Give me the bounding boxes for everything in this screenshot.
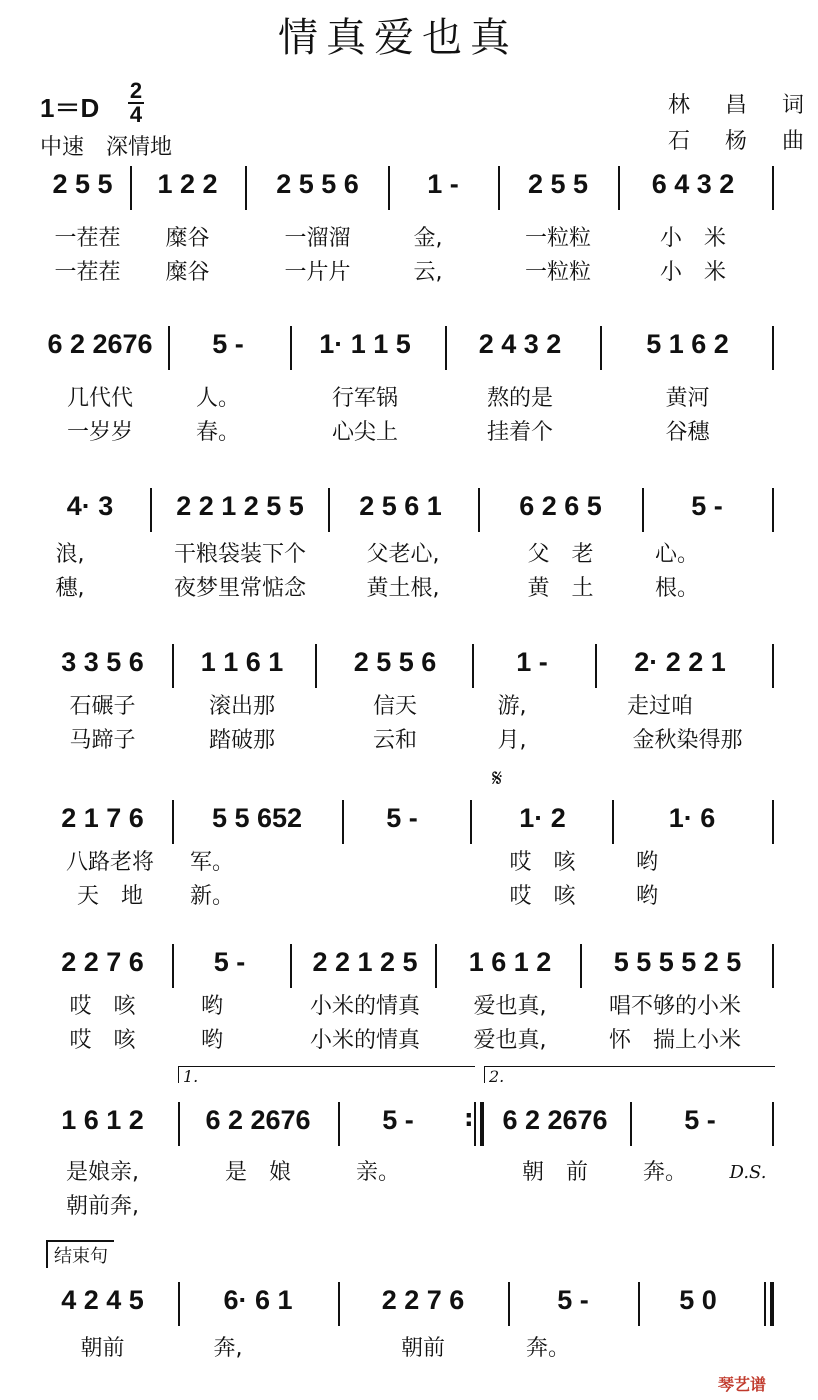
lyric-syllables: 心。 (654, 542, 699, 567)
music-system-4 (0, 640, 796, 690)
bar-notes: 5 0 (679, 1285, 717, 1315)
lyric-syllables: 金秋染得那 (632, 728, 743, 753)
lyric-syllables: 哟 (200, 994, 223, 1019)
lyric-syllables: 是娘亲, (66, 1160, 139, 1185)
barline (172, 644, 174, 688)
lyrics-verse-2 (0, 572, 796, 606)
music-system-2 (0, 322, 796, 372)
dal-segno-marker: D.S. (729, 1162, 767, 1183)
bar-notes: 2 5 5 6 (353, 647, 437, 677)
lyric-syllables: 小米的情真 (309, 1028, 420, 1053)
lyric-syllables: 黄土根, (366, 576, 440, 601)
bar-notes: 2 2 1 2 5 5 (176, 491, 304, 521)
barline (498, 166, 500, 210)
song-title: 情真爱也真 (278, 15, 518, 61)
barline (772, 326, 774, 370)
bar-notes: 3 3 5 6 (61, 647, 144, 677)
barline (638, 1282, 640, 1326)
lyric-syllables: 几代代 (66, 386, 133, 411)
lyrics-verse-1 (0, 990, 796, 1024)
lyric-syllables: 一茬茬 (54, 260, 121, 285)
barline (328, 488, 330, 532)
coda-label: 结束句 (46, 1240, 114, 1268)
lyric-syllables: 走过咱 (626, 694, 693, 719)
bar-notes: 1· 6 (668, 803, 716, 833)
lyric-syllables: 挂着个 (486, 420, 553, 445)
barline (612, 800, 614, 844)
barline (290, 944, 292, 988)
lyric-syllables: 人。 (195, 386, 240, 411)
lyric-syllables: 黄河 (665, 386, 710, 411)
lyric-syllables: 亲。 (355, 1160, 400, 1185)
bar-notes: 1 - (427, 169, 459, 199)
barline (342, 800, 344, 844)
barline (172, 800, 174, 844)
barline (595, 644, 597, 688)
lyric-syllables: 哟 (200, 1028, 223, 1053)
lyric-syllables: 怀 揣上小米 (608, 1028, 741, 1053)
lyric-syllables: 踏破那 (208, 728, 275, 753)
bar-notes: 1 - (516, 647, 548, 677)
barline (618, 166, 620, 210)
barline (290, 326, 292, 370)
bar-notes: 6 2 2676 (205, 1105, 311, 1135)
barline (630, 1102, 632, 1146)
lyric-syllables: 哎 咳 (509, 850, 576, 875)
lyric-syllables: 心尖上 (331, 420, 398, 445)
bar-notes: 2· 2 2 1 (634, 647, 726, 677)
bar-notes: 5 - (382, 1105, 414, 1135)
lyric-syllables: 是 娘 (224, 1160, 291, 1185)
bar-notes: 5 - (691, 491, 723, 521)
barline (315, 644, 317, 688)
lyricist-credit: 林 昌 词 (668, 93, 818, 118)
lyric-syllables: 八路老将 (65, 850, 154, 875)
bar-notes: 6· 6 1 (223, 1285, 293, 1315)
lyric-syllables: 一溜溜 (284, 226, 351, 251)
bar-notes: 6 2 6 5 (519, 491, 602, 521)
barline (772, 488, 774, 532)
bar-notes: 2 4 3 2 (478, 329, 562, 359)
lyric-syllables: 新。 (189, 884, 234, 909)
barline (150, 488, 152, 532)
lyric-syllables: 游, (497, 694, 527, 719)
barline (772, 800, 774, 844)
music-system-5 (0, 796, 796, 846)
barline (580, 944, 582, 988)
lyric-syllables: 云和 (372, 728, 417, 753)
time-signature (128, 80, 144, 126)
bar-notes: 1 6 1 2 (61, 1105, 144, 1135)
lyric-syllables: 谷穗 (665, 420, 710, 445)
barline (178, 1282, 180, 1326)
bar-notes: 2 2 7 6 (61, 947, 144, 977)
lyric-syllables: 朝 前 (521, 1160, 588, 1185)
barline (772, 944, 774, 988)
barline (478, 488, 480, 532)
bar-notes: 5 - (386, 803, 418, 833)
lyric-syllables: 熬的是 (486, 386, 553, 411)
lyric-syllables: 朝前奔, (66, 1194, 139, 1219)
lyric-syllables: 奔。 (525, 1336, 570, 1361)
barline (435, 944, 437, 988)
bar-notes: 5 - (212, 329, 244, 359)
barline (642, 488, 644, 532)
bar-notes: 2 5 5 (527, 169, 589, 199)
lyric-syllables: 夜梦里常惦念 (173, 576, 306, 601)
barline (172, 944, 174, 988)
lyric-syllables: 哟 (635, 850, 658, 875)
bar-notes: 1· 1 1 5 (319, 329, 411, 359)
lyrics-verse-1 (0, 222, 796, 256)
barline (338, 1102, 340, 1146)
barline (472, 644, 474, 688)
lyric-syllables: 金, (413, 226, 443, 251)
lyric-syllables: 糜谷 (165, 226, 210, 251)
lyric-syllables: 信天 (372, 694, 417, 719)
lyrics-verse-2 (0, 724, 796, 758)
lyric-syllables: 行军锅 (331, 386, 398, 411)
bar-notes: 2 5 6 1 (359, 491, 442, 521)
lyric-syllables: 哎 咳 (69, 994, 136, 1019)
volta-1-label: 1. (183, 1067, 199, 1086)
segno-sign: 𝄋 (492, 764, 503, 792)
lyric-syllables: 一粒粒 (524, 226, 591, 251)
lyrics-verse-1 (0, 690, 796, 724)
barline (772, 166, 774, 210)
music-system-6 (0, 940, 796, 990)
bar-notes: 6 4 3 2 (651, 169, 735, 199)
second-ending-bracket (484, 1066, 775, 1086)
barline (388, 166, 390, 210)
music-system-8 (0, 1278, 796, 1328)
lyrics-verse-1 (0, 382, 796, 416)
bar-notes: 5 - (213, 947, 246, 977)
site-watermark: 琴艺谱 (718, 1375, 767, 1394)
final-barline (764, 1282, 766, 1326)
bar-notes: 2 1 7 6 (61, 803, 144, 833)
repeat-barline (480, 1102, 484, 1146)
bar-notes: 4 2 4 5 (61, 1285, 144, 1315)
bar-notes: 1 1 6 1 (200, 647, 284, 677)
lyrics-verse-1 (0, 538, 796, 572)
lyric-syllables: 黄 土 (527, 576, 594, 601)
bar-notes: 6 2 2676 (47, 329, 153, 359)
barline (470, 800, 472, 844)
lyric-syllables: 一片片 (284, 260, 351, 285)
music-system-3 (0, 484, 796, 534)
first-ending-bracket (178, 1066, 475, 1086)
lyric-syllables: 小 米 (659, 260, 726, 285)
barline (772, 1102, 774, 1146)
bar-notes: 1· 2 (519, 803, 566, 833)
lyric-syllables: 小 米 (659, 226, 726, 251)
bar-notes: 5 - (557, 1285, 589, 1315)
time-sig-top: 2 (129, 78, 143, 103)
lyric-syllables: 根。 (654, 576, 699, 601)
bar-notes: 5 - (684, 1105, 716, 1135)
lyrics-verse-2 (0, 880, 796, 914)
lyrics-verse-2 (0, 416, 796, 450)
lyric-syllables: 唱不够的小米 (608, 994, 741, 1019)
barline (245, 166, 247, 210)
lyric-syllables: 糜谷 (165, 260, 210, 285)
barline (772, 644, 774, 688)
lyric-syllables: 月, (497, 728, 527, 753)
lyrics-verse-1 (0, 846, 796, 880)
barline (178, 1102, 180, 1146)
composer-credit: 石 杨 曲 (668, 129, 818, 154)
bar-notes: 2 5 5 (52, 169, 113, 199)
barline (600, 326, 602, 370)
lyric-syllables: 天 地 (76, 884, 143, 909)
lyrics-verse-1 (0, 1332, 796, 1366)
lyric-syllables: 一岁岁 (66, 420, 133, 445)
bar-notes: 2 5 5 6 (276, 169, 359, 199)
bar-notes: 5 5 652 (211, 803, 303, 833)
lyric-syllables: 云, (413, 260, 443, 285)
lyric-syllables: 朝前 (80, 1336, 125, 1361)
barline (474, 1102, 476, 1146)
bar-notes: 6 2 2676 (502, 1105, 608, 1135)
bar-notes: 1 6 1 2 (468, 947, 552, 977)
tempo-marking: 中速 深情地 (40, 135, 173, 160)
lyric-syllables: 干粮袋装下个 (173, 542, 306, 567)
barline (508, 1282, 510, 1326)
lyric-syllables: 哎 咳 (69, 1028, 136, 1053)
barline (168, 326, 170, 370)
barline (130, 166, 132, 210)
lyric-syllables: 父老心, (366, 542, 440, 567)
lyric-syllables: 春。 (195, 420, 240, 445)
lyric-syllables: 爱也真, (473, 994, 547, 1019)
bar-notes: 5 1 6 2 (646, 329, 729, 359)
lyric-syllables: 马蹄子 (69, 728, 136, 753)
bar-notes: 4· 3 (66, 491, 114, 521)
final-barline-thick (770, 1282, 774, 1326)
barline (338, 1282, 340, 1326)
lyrics-verse-2 (0, 1024, 796, 1058)
key-signature: 1＝D (40, 93, 100, 123)
music-system-7 (0, 1098, 796, 1148)
lyric-syllables: 穗, (55, 576, 85, 601)
lyric-syllables: 父 老 (527, 542, 594, 567)
lyric-syllables: 爱也真, (473, 1028, 547, 1053)
bar-notes: 2 2 7 6 (381, 1285, 465, 1315)
lyric-syllables: 奔。 (642, 1160, 687, 1185)
lyric-syllables: 滚出那 (208, 694, 275, 719)
lyric-syllables: 一茬茬 (54, 226, 121, 251)
lyric-syllables: 哎 咳 (509, 884, 576, 909)
lyric-syllables: 石碾子 (69, 694, 136, 719)
bar-notes: 5 5 5 5 2 5 (613, 947, 742, 977)
lyric-syllables: 军。 (189, 850, 234, 875)
bar-notes: 1 2 2 (157, 169, 218, 199)
lyrics-verse-2 (0, 256, 796, 290)
lyric-syllables: 朝前 (400, 1336, 445, 1361)
time-sig-bottom: 4 (129, 102, 143, 127)
lyrics-verse-2 (0, 1190, 796, 1224)
lyrics-verse-1 (0, 1156, 796, 1190)
repeat-dots: : (464, 1104, 474, 1132)
bar-notes: 2 2 1 2 5 (312, 947, 418, 977)
lyric-syllables: 一粒粒 (524, 260, 591, 285)
volta-2-label: 2. (489, 1067, 505, 1086)
music-system-1 (0, 162, 796, 212)
lyric-syllables: 浪, (55, 542, 85, 567)
barline (445, 326, 447, 370)
lyric-syllables: 奔, (213, 1336, 243, 1361)
lyric-syllables: 小米的情真 (309, 994, 420, 1019)
lyric-syllables: 哟 (635, 884, 658, 909)
